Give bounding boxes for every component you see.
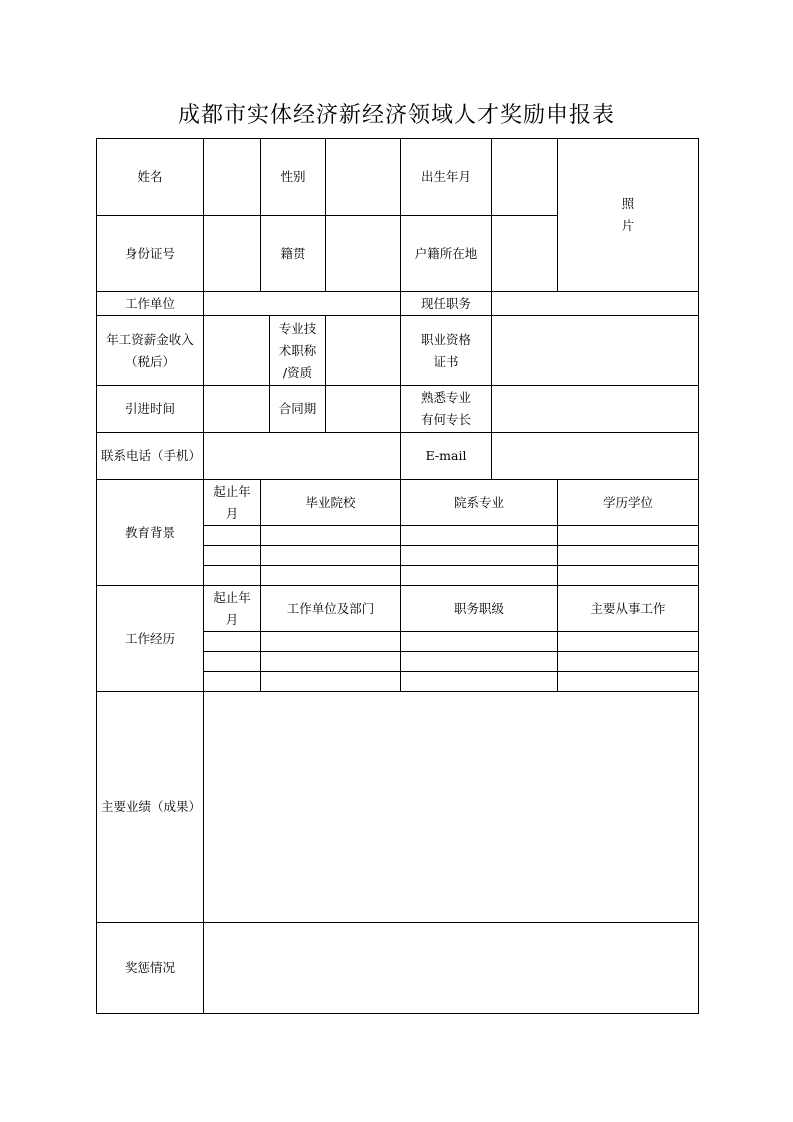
- work-position-header: 职务职级: [401, 586, 558, 632]
- professional-title-label-1: 专业技: [278, 320, 317, 336]
- photo-label-2: 片: [621, 218, 635, 233]
- photo-area[interactable]: [558, 139, 699, 292]
- edu-major-header: 院系专业: [401, 480, 558, 526]
- application-form-table: [96, 138, 699, 1014]
- work-label: 工作经历: [97, 586, 204, 692]
- certificate-field[interactable]: [492, 316, 699, 386]
- edu-period-cell[interactable]: [204, 546, 261, 566]
- work-unit-cell[interactable]: [261, 652, 401, 672]
- employer-label: 工作单位: [97, 292, 204, 316]
- edu-school-cell[interactable]: [261, 566, 401, 586]
- professional-title-label-2: 术职称: [278, 342, 317, 358]
- edu-major-cell[interactable]: [401, 526, 558, 546]
- expertise-field[interactable]: [492, 386, 699, 433]
- native-place-field[interactable]: [326, 216, 401, 292]
- intro-time-label: 引进时间: [97, 386, 204, 433]
- annual-income-field[interactable]: [204, 316, 270, 386]
- id-number-label: 身份证号: [97, 216, 204, 292]
- work-position-cell[interactable]: [401, 652, 558, 672]
- birth-field[interactable]: [492, 139, 558, 216]
- work-main-cell[interactable]: [558, 652, 699, 672]
- edu-school-cell[interactable]: [261, 526, 401, 546]
- edu-degree-cell[interactable]: [558, 546, 699, 566]
- id-number-field[interactable]: [204, 216, 261, 292]
- annual-income-label: 年工资薪金收入（税后）: [97, 316, 204, 386]
- work-position-cell[interactable]: [401, 632, 558, 652]
- education-label: 教育背景: [97, 480, 204, 586]
- contract-field[interactable]: [326, 386, 401, 433]
- phone-label: 联系电话（手机）: [97, 433, 204, 480]
- gender-label: 性别: [261, 139, 326, 216]
- birth-label: 出生年月: [401, 139, 492, 216]
- edu-school-cell[interactable]: [261, 546, 401, 566]
- edu-school-header: 毕业院校: [261, 480, 401, 526]
- edu-period-cell[interactable]: [204, 566, 261, 586]
- expertise-label-2: 有何专长: [421, 412, 472, 427]
- certificate-label-2: 证书: [433, 353, 459, 369]
- expertise-label: [401, 386, 492, 433]
- name-field[interactable]: [204, 139, 261, 216]
- email-field[interactable]: [492, 433, 699, 480]
- contract-label: 合同期: [270, 386, 326, 433]
- edu-degree-cell[interactable]: [558, 566, 699, 586]
- edu-major-cell[interactable]: [401, 566, 558, 586]
- professional-title-label-3: /资质: [282, 364, 313, 380]
- work-period-cell[interactable]: [204, 652, 261, 672]
- work-period-header: 起止年月: [204, 586, 261, 632]
- achievements-field[interactable]: [204, 692, 699, 923]
- current-position-field[interactable]: [492, 292, 699, 316]
- edu-degree-cell[interactable]: [558, 526, 699, 546]
- work-unit-cell[interactable]: [261, 632, 401, 652]
- phone-field[interactable]: [204, 433, 401, 480]
- edu-degree-header: 学历学位: [558, 480, 699, 526]
- household-label: 户籍所在地: [401, 216, 492, 292]
- work-main-cell[interactable]: [558, 672, 699, 692]
- form-title: 成都市实体经济新经济领域人才奖励申报表: [177, 103, 615, 128]
- work-position-cell[interactable]: [401, 672, 558, 692]
- awards-label: 奖惩情况: [97, 923, 204, 1014]
- native-place-label: 籍贯: [261, 216, 326, 292]
- awards-field[interactable]: [204, 923, 699, 1014]
- household-field[interactable]: [492, 216, 558, 292]
- expertise-label-1: 熟悉专业: [421, 390, 472, 405]
- work-main-header: 主要从事工作: [558, 586, 699, 632]
- work-period-cell[interactable]: [204, 672, 261, 692]
- photo-label-1: 照: [621, 196, 635, 211]
- employer-field[interactable]: [204, 292, 401, 316]
- name-label: 姓名: [97, 139, 204, 216]
- intro-time-field[interactable]: [204, 386, 270, 433]
- work-main-cell[interactable]: [558, 632, 699, 652]
- edu-period-header: 起止年月: [204, 480, 261, 526]
- certificate-label-1: 职业资格: [421, 331, 472, 347]
- work-unit-header: 工作单位及部门: [261, 586, 401, 632]
- professional-title-field[interactable]: [326, 316, 401, 386]
- gender-field[interactable]: [326, 139, 401, 216]
- professional-title-label: [270, 316, 326, 386]
- current-position-label: 现任职务: [401, 292, 492, 316]
- edu-major-cell[interactable]: [401, 546, 558, 566]
- work-unit-cell[interactable]: [261, 672, 401, 692]
- certificate-label: [401, 316, 492, 386]
- edu-period-cell[interactable]: [204, 526, 261, 546]
- email-label: E-mail: [401, 433, 492, 480]
- work-period-cell[interactable]: [204, 632, 261, 652]
- achievements-label: 主要业绩（成果）: [97, 692, 204, 923]
